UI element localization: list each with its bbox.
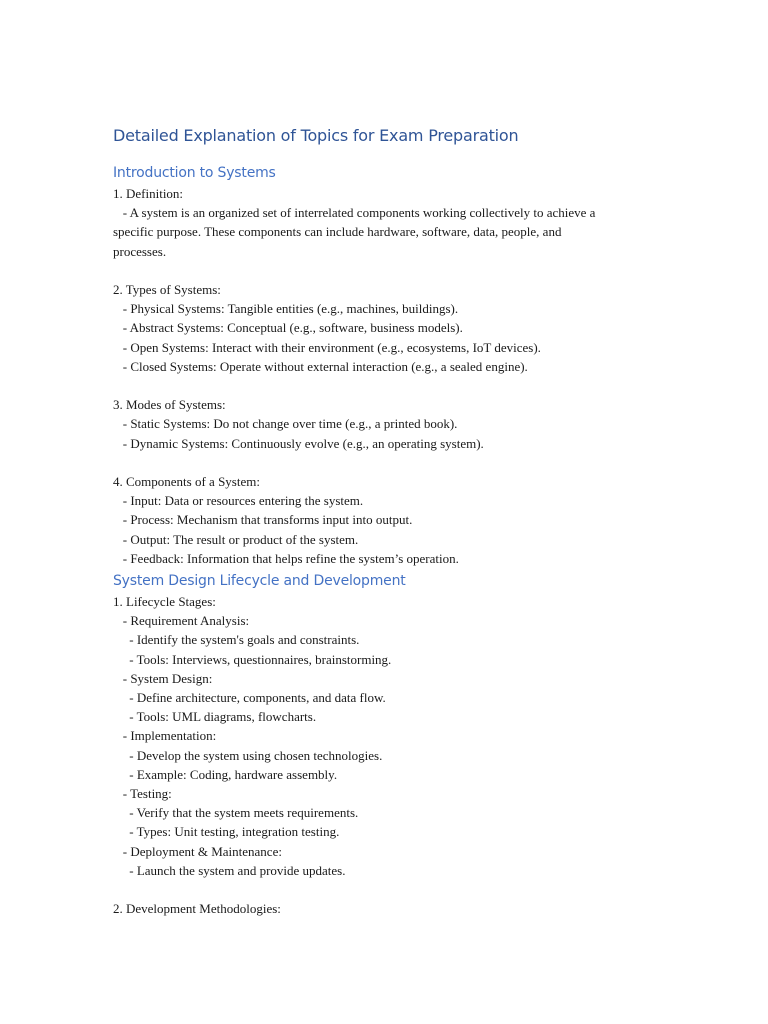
text-line: 2. Development Methodologies: bbox=[113, 901, 281, 917]
text-line: - Launch the system and provide updates. bbox=[113, 862, 346, 878]
text-line: - Types: Unit testing, integration testing. bbox=[113, 824, 340, 840]
blank-line bbox=[113, 453, 658, 472]
text-line: - Example: Coding, hardware assembly. bbox=[113, 766, 338, 782]
section-heading-lifecycle: System Design Lifecycle and Development bbox=[113, 573, 406, 590]
text-line: 1. Definition: bbox=[113, 186, 184, 201]
text-line: - Feedback: Information that helps refine the system’s operation. bbox=[113, 550, 459, 566]
text-line: - Dynamic Systems: Continuously evolve (e.g., an operating system). bbox=[113, 435, 484, 451]
blank-line bbox=[113, 880, 658, 899]
text-line: - Output: The result or product of the system. bbox=[113, 531, 359, 547]
section-body-lifecycle bbox=[113, 592, 658, 918]
text-line: 2. Types of Systems: bbox=[113, 282, 221, 297]
text-line: - Testing: bbox=[113, 786, 172, 802]
text-line: 1. Lifecycle Stages: bbox=[113, 594, 216, 610]
text-line: - Open Systems: Interact with their environment (e.g., ecosystems, IoT devices). bbox=[113, 339, 541, 355]
text-line: - Implementation: bbox=[113, 728, 217, 744]
text-line: - Closed Systems: Operate without external interaction (e.g., a sealed engine). bbox=[113, 358, 528, 374]
text-line: - Physical Systems: Tangible entities (e.g., machines, buildings). bbox=[113, 301, 459, 317]
text-line: - Requirement Analysis: bbox=[113, 613, 250, 629]
text-line: - System Design: bbox=[113, 670, 213, 686]
text-line: - Process: Mechanism that transforms input into output. bbox=[113, 512, 413, 528]
section-body-introduction bbox=[113, 184, 658, 568]
text-line: - Identify the system's goals and constraints. bbox=[113, 632, 360, 648]
blank-line bbox=[113, 376, 658, 395]
text-line: - Tools: UML diagrams, flowcharts. bbox=[113, 709, 317, 725]
text-line: - Develop the system using chosen technologies. bbox=[113, 747, 383, 763]
blank-line bbox=[113, 261, 658, 280]
text-line: - Abstract Systems: Conceptual (e.g., software, business models). bbox=[113, 320, 463, 336]
text-line: - Input: Data or resources entering the system. bbox=[113, 493, 364, 509]
text-line: processes. bbox=[113, 243, 167, 259]
text-line: - Deployment & Maintenance: bbox=[113, 843, 282, 859]
text-line: - Verify that the system meets requirements. bbox=[113, 805, 359, 821]
section-heading-introduction: Introduction to Systems bbox=[113, 165, 276, 181]
document-title: Detailed Explanation of Topics for Exam Preparation bbox=[113, 126, 519, 145]
document-body bbox=[113, 124, 658, 918]
text-line: - Static Systems: Do not change over time (e.g., a printed book). bbox=[113, 416, 458, 432]
text-line: - A system is an organized set of interrelated components working collectively to achieve a bbox=[113, 205, 596, 221]
text-line: - Define architecture, components, and data flow. bbox=[113, 690, 386, 706]
text-line: specific purpose. These components can include hardware, software, data, people, and bbox=[113, 224, 562, 240]
text-line: 3. Modes of Systems: bbox=[113, 397, 226, 413]
text-line: - Tools: Interviews, questionnaires, brainstorming. bbox=[113, 651, 392, 667]
text-line: 4. Components of a System: bbox=[113, 474, 260, 489]
